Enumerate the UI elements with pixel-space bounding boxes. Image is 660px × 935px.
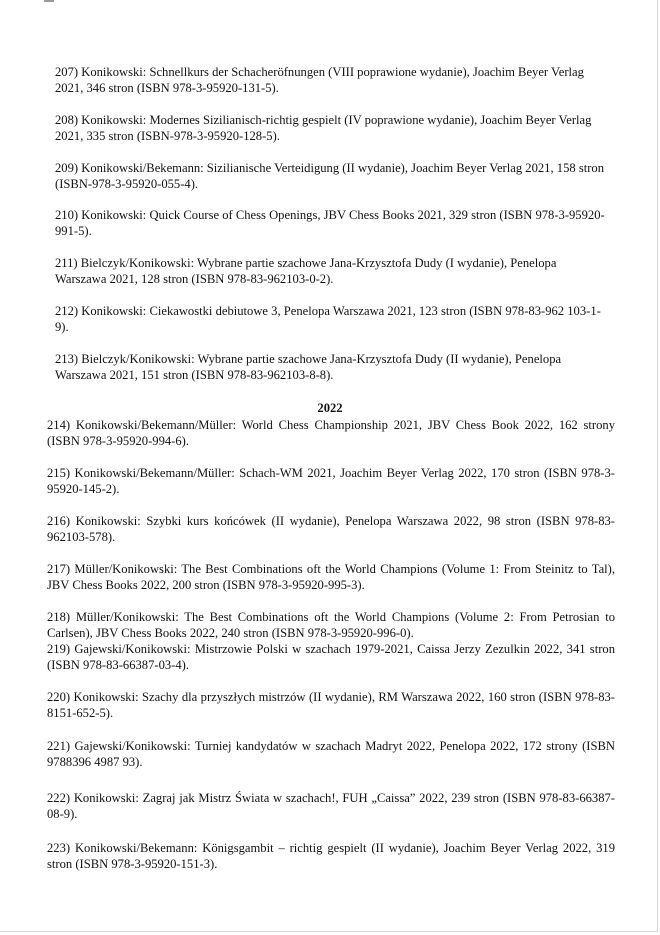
- bibliography-entry-212: 212) Konikowski: Ciekawostki debiutowe 3, Penelopa Warszawa 2021, 123 stron (ISBN 978-83-962 103-1-9).: [55, 304, 601, 334]
- bibliography-entry-207: 207) Konikowski: Schnellkurs der Schacheröfnungen (VIII poprawione wydanie), Joachim Beyer Verlag 2021, 346 stron (ISBN 978-3-95920-131-5).: [55, 65, 584, 95]
- bibliography-entry-214: 214) Konikowski/Bekemann/Müller: World Chess Championship 2021, JBV Chess Book 2022, 162 strony (ISBN 978-3-95920-994-6).: [47, 418, 615, 448]
- bibliography-entry-223: 223) Konikowski/Bekemann: Königsgambit – richtig gespielt (II wydanie), Joachim Beyer Verlag 2022, 319 stron (ISBN 978-3-95920-151-3).: [47, 841, 615, 871]
- bibliography-entry-219: 219) Gajewski/Konikowski: Mistrzowie Polski w szachach 1979-2021, Caissa Jerzy Zezulkin 2022, 341 stron (ISBN 978-83-66387-03-4).: [47, 642, 615, 672]
- bibliography-entry-218: 218) Müller/Konikowski: The Best Combinations oft the World Champions (Volume 2: From Petrosian to Carlsen), JBV Chess Books 2022, 240 stron (ISBN 978-3-95920-996-0).: [47, 610, 615, 640]
- year-heading-2022: 2022: [317, 401, 343, 415]
- bibliography-entry-217: 217) Müller/Konikowski: The Best Combinations oft the World Champions (Volume 1: From Steinitz to Tal), JBV Chess Books 2022, 200 stron (ISBN 978-3-95920-995-3).: [47, 562, 615, 592]
- bibliography-entry-222: 222) Konikowski: Zagraj jak Mistrz Świata w szachach!, FUH „Caissa” 2022, 239 stron (ISBN 978-83-66387-08-9).: [47, 791, 615, 821]
- bibliography-entry-215: 215) Konikowski/Bekemann/Müller: Schach-WM 2021, Joachim Beyer Verlag 2022, 170 stron (ISBN 978-3-95920-145-2).: [47, 466, 615, 496]
- page-corner-mark: [44, 0, 54, 2]
- bibliography-entry-208: 208) Konikowski: Modernes Sizilianisch-richtig gespielt (IV poprawione wydanie), Joachim Beyer Verlag 2021, 335 stron (ISBN-978-3-95920-128-5).: [55, 113, 592, 143]
- bibliography-entry-213: 213) Bielczyk/Konikowski: Wybrane partie szachowe Jana-Krzysztofa Dudy (II wydanie), Penelopa Warszawa 2021, 151 stron (ISBN 978-83-962103-8-8).: [55, 352, 562, 382]
- bibliography-entry-209: 209) Konikowski/Bekemann: Sizilianische Verteidigung (II wydanie), Joachim Beyer Verlag 2021, 158 stron (ISBN-978-3-95920-055-4).: [55, 161, 605, 191]
- bibliography-entry-221: 221) Gajewski/Konikowski: Turniej kandydatów w szachach Madryt 2022, Penelopa 2022, 172 strony (ISBN 9788396 4987 93).: [47, 739, 615, 769]
- bibliography-entry-210: 210) Konikowski: Quick Course of Chess Openings, JBV Chess Books 2021, 329 stron (ISBN 978-3-95920-991-5).: [55, 208, 605, 238]
- bibliography-entry-216: 216) Konikowski: Szybki kurs końcówek (II wydanie), Penelopa Warszawa 2022, 98 stron (ISBN 978-83-962103-578).: [47, 514, 615, 544]
- bibliography-entry-211: 211) Bielczyk/Konikowski: Wybrane partie szachowe Jana-Krzysztofa Dudy (I wydanie), Penelopa Warszawa 2021, 128 stron (ISBN 978-83-962103-0-2).: [55, 256, 557, 286]
- bibliography-entry-220: 220) Konikowski: Szachy dla przyszłych mistrzów (II wydanie), RM Warszawa 2022, 160 stron (ISBN 978-83-8151-652-5).: [47, 690, 615, 720]
